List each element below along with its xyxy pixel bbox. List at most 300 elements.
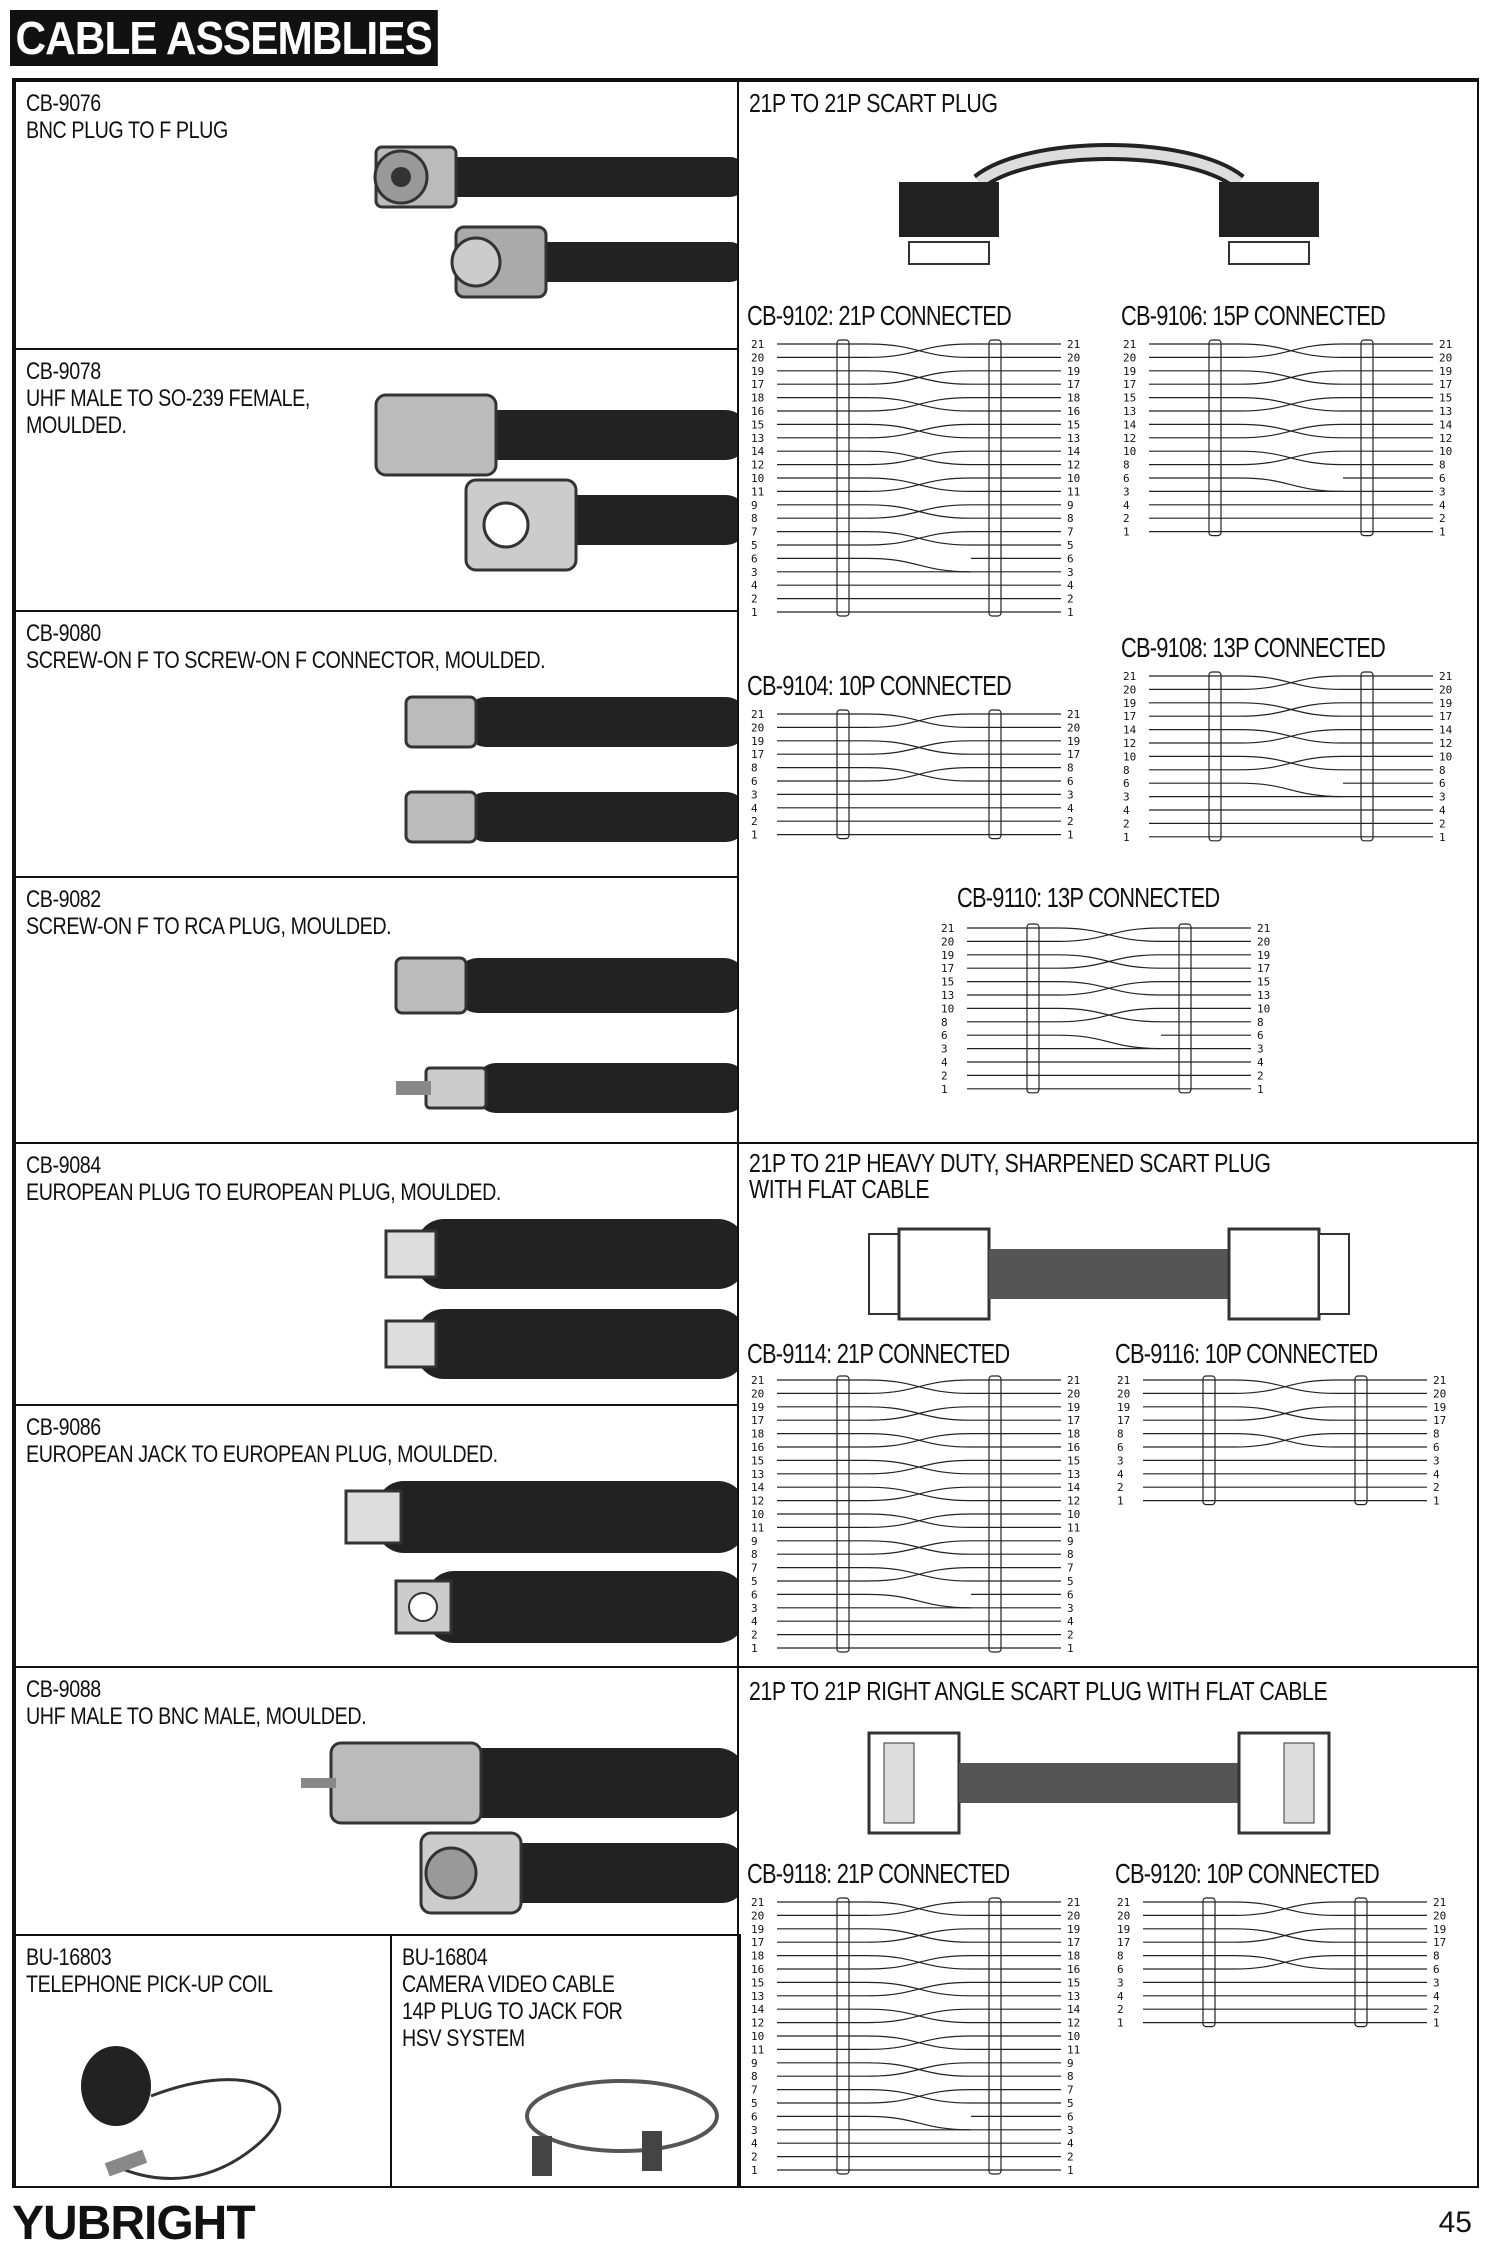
pin-label: 3 [1067,1601,1074,1615]
pin-label: 21 [1117,1896,1131,1909]
pin-label: 20 [941,935,955,949]
pin-label: 13 [1257,989,1271,1002]
pin-label: 8 [1439,458,1446,472]
pin-label: 9 [1067,498,1074,512]
pin-label: 14 [1123,723,1137,737]
pin-label: 17 [1067,1936,1081,1950]
pin-label: 15 [751,1454,765,1468]
product-cb-9084 [14,1142,739,1406]
pin-label: 1 [1117,2016,1124,2030]
wire [777,1902,1061,1915]
pin-label: 2 [1067,2150,1074,2164]
pin-label: 17 [1117,1936,1131,1950]
pin-label: 2 [751,815,758,829]
pin-label: 17 [941,962,955,976]
pin-label: 3 [1117,1454,1124,1468]
pin-label: 15 [751,418,765,432]
wiring-diagram-cb-9116 [1115,1374,1455,1514]
pin-label: 13 [1067,1989,1081,2003]
pin-label: 12 [1123,431,1137,445]
pin-label: 19 [1257,948,1271,962]
pin-label: 13 [941,989,955,1002]
wire [777,1541,1061,1554]
product-code: CB-9078 [26,358,101,385]
wire [777,1434,1061,1447]
pin-label: 15 [1123,391,1137,405]
wiring-diagram-cb-9108 [1121,670,1461,850]
wire [777,424,1061,437]
wire [777,371,1061,384]
pin-label: 2 [751,592,758,606]
pin-label: 16 [751,1441,765,1454]
pin-label: 2 [1433,1481,1440,1495]
pin-label: 4 [1123,498,1130,512]
wire [967,1008,1251,1021]
pin-label: 5 [751,2097,758,2110]
pin-label: 15 [941,975,955,989]
pin-label: 17 [751,1936,765,1950]
product-desc: CAMERA VIDEO CABLE 14P PLUG TO JACK FOR HSV SYSTEM [402,1971,623,2052]
pin-label: 6 [1067,1588,1074,1602]
pin-label: 4 [751,2137,758,2151]
pin-label: 12 [1067,1494,1081,1508]
product-code: CB-9088 [26,1676,101,1703]
wire [777,2009,1061,2022]
pin-label: 18 [751,1949,765,1963]
camera-cable-image [522,2076,722,2186]
diagram-title: CB-9110: 13P CONNECTED [957,882,1220,913]
pin-label: 6 [1123,472,1130,485]
pin-label: 1 [1257,1082,1264,1096]
wire [1143,1407,1427,1420]
pin-label: 17 [751,1414,765,1428]
pin-label: 13 [751,431,765,445]
pin-label: 19 [751,734,765,748]
pin-label: 3 [751,2123,758,2137]
pin-label: 6 [1117,1441,1124,1454]
shield-bar [1355,1898,1367,2027]
pin-label: 1 [1067,828,1074,842]
product-cb-9078 [14,348,739,612]
product-desc: SCREW-ON F TO SCREW-ON F CONNECTOR, MOULDED. [26,647,546,674]
pin-label: 4 [1439,804,1446,817]
wire [1149,783,1433,796]
pin-label: 4 [1433,1467,1440,1481]
shield-bar [989,710,1001,839]
euro-plug-cable-image [376,1209,739,1399]
product-code: CB-9080 [26,620,101,647]
pin-label: 1 [1439,525,1446,539]
pin-label: 17 [1439,378,1453,392]
pin-label: 19 [1067,1922,1081,1936]
pin-label: 6 [1117,1963,1124,1976]
euro-jack-cable-image [336,1471,739,1661]
wire [777,1487,1061,1500]
pin-label: 21 [1433,1896,1447,1909]
pin-label: 19 [1123,364,1137,378]
product-cb-9076 [14,80,739,350]
wire [1149,478,1433,491]
pin-label: 3 [941,1042,948,1056]
shield-bar [1203,1898,1215,2027]
pin-label: 4 [1067,1615,1074,1629]
pin-label: 2 [941,1069,948,1083]
product-cb-9080 [14,610,739,878]
pin-label: 14 [1067,445,1081,459]
pin-label: 2 [1433,2003,1440,2017]
pin-label: 11 [1067,1521,1081,1535]
pin-label: 2 [1067,815,1074,829]
pin-label: 12 [1439,431,1453,445]
pin-label: 20 [1067,1909,1081,1923]
pin-label: 3 [1067,788,1074,802]
pin-label: 15 [751,1976,765,1990]
pin-label: 5 [1067,1575,1074,1588]
pin-label: 19 [1067,734,1081,748]
pin-label: 17 [1067,1414,1081,1428]
pin-label: 17 [1123,378,1137,392]
product-code: BU-16803 [26,1944,112,1971]
product-desc: UHF MALE TO BNC MALE, MOULDED. [26,1703,367,1730]
pin-label: 3 [1123,790,1130,804]
page-number: 45 [1438,2206,1472,2239]
pin-label: 12 [751,1494,765,1508]
wire [777,532,1061,545]
pin-label: 4 [1117,1467,1124,1481]
wiring-diagram-cb-9120 [1115,1896,1455,2036]
wire [1143,1902,1427,1915]
pin-label: 10 [941,1002,955,1016]
pin-label: 1 [1123,525,1130,539]
wire [777,714,1061,727]
panel-title: 21P TO 21P SCART PLUG [749,88,998,118]
pin-label: 5 [751,1575,758,1588]
page-header: CABLE ASSEMBLIES [10,10,437,66]
pin-label: 1 [751,2164,758,2177]
pin-label: 5 [1067,539,1074,552]
diagram-title: CB-9102: 21P CONNECTED [747,300,1012,331]
product-code: CB-9076 [26,90,101,117]
pin-label: 10 [1257,1002,1271,1016]
pin-label: 12 [1067,458,1081,472]
pin-label: 2 [1117,1481,1124,1495]
product-desc: EUROPEAN JACK TO EUROPEAN PLUG, MOULDED. [26,1441,498,1468]
pin-label: 12 [751,2016,765,2030]
wire [967,1035,1251,1048]
wire [777,2036,1061,2049]
scart-plug-image [889,122,1329,272]
pin-label: 2 [1123,512,1130,526]
wire [1143,1956,1427,1969]
pin-label: 20 [751,721,765,735]
product-cb-9088 [14,1666,739,1936]
wire [777,1594,1061,1607]
pin-label: 21 [751,708,765,721]
pin-label: 21 [1439,338,1453,351]
wire [967,955,1251,968]
product-bu-16804 [390,1934,741,2188]
pin-label: 17 [1067,378,1081,392]
scart-panel-1 [737,80,1479,1144]
pin-label: 8 [1433,1427,1440,1441]
wire [777,478,1061,491]
pin-label: 7 [1067,2083,1074,2097]
pin-label: 10 [1439,750,1453,764]
pin-label: 8 [1067,512,1074,526]
pin-label: 14 [1439,418,1453,432]
pin-label: 8 [1433,1949,1440,1963]
pin-label: 19 [941,948,955,962]
pin-label: 1 [751,606,758,619]
pin-label: 19 [1433,1400,1447,1414]
pin-label: 21 [1067,708,1081,721]
pin-label: 16 [1067,1963,1081,1976]
pin-label: 14 [1439,723,1453,737]
product-code: CB-9082 [26,886,101,913]
pin-label: 12 [751,458,765,472]
pin-label: 4 [1067,801,1074,815]
pin-label: 8 [1117,1949,1124,1963]
wire [777,1568,1061,1581]
wire [777,398,1061,411]
diagram-title: CB-9108: 13P CONNECTED [1121,632,1386,663]
catalog-frame [12,78,1479,2188]
pin-label: 3 [1117,1976,1124,1990]
pin-label: 14 [1123,418,1137,432]
wiring-diagram-cb-9118 [749,1896,1089,2178]
pin-label: 3 [751,1601,758,1615]
wire [777,1514,1061,1527]
pin-label: 17 [1433,1936,1447,1950]
pin-label: 14 [1067,2003,1081,2017]
pin-label: 3 [1433,1454,1440,1468]
shield-bar [837,710,849,839]
pin-label: 1 [1067,1642,1074,1655]
panel-title: 21P TO 21P HEAVY DUTY, SHARPENED SCART PLUG WITH FLAT CABLE [749,1148,1271,1204]
pin-label: 16 [751,405,765,418]
pin-label: 3 [1257,1042,1264,1056]
pin-label: 8 [1123,763,1130,777]
wire [777,451,1061,464]
pin-label: 9 [1067,1534,1074,1548]
pin-label: 6 [751,552,758,566]
wire [967,982,1251,995]
pickup-coil-image [56,2036,356,2186]
pin-label: 20 [1433,1387,1447,1401]
pin-label: 2 [1117,2003,1124,2017]
pin-label: 4 [1439,498,1446,512]
pin-label: 4 [751,1615,758,1629]
pin-label: 21 [1257,922,1271,935]
wire [777,1380,1061,1393]
bnc-f-cable-image [356,122,739,342]
pin-label: 19 [1117,1400,1131,1414]
uhf-bnc-cable-image [301,1733,739,1933]
pin-label: 6 [1439,472,1446,485]
pin-label: 21 [1067,1374,1081,1387]
wire [1143,1434,1427,1447]
pin-label: 6 [1433,1441,1440,1454]
pin-label: 6 [1067,2110,1074,2124]
product-desc: EUROPEAN PLUG TO EUROPEAN PLUG, MOULDED. [26,1179,501,1206]
scart-panel-3 [737,1666,1479,2188]
pin-label: 1 [941,1082,948,1096]
pin-label: 21 [1123,338,1137,351]
pin-label: 1 [1123,830,1130,844]
product-desc: SCREW-ON F TO RCA PLUG, MOULDED. [26,913,392,940]
pin-label: 10 [751,2030,765,2043]
pin-label: 12 [1123,737,1137,750]
pin-label: 20 [1439,351,1453,365]
pin-label: 1 [1433,2016,1440,2030]
pin-label: 20 [1123,351,1137,365]
pin-label: 18 [751,391,765,405]
pin-label: 10 [1067,472,1081,485]
f-rca-cable-image [386,938,739,1138]
pin-label: 13 [1067,1467,1081,1481]
pin-label: 1 [1433,1494,1440,1508]
pin-label: 19 [1067,1400,1081,1414]
wire [1149,371,1433,384]
pin-label: 10 [751,1508,765,1521]
wire [777,1460,1061,1473]
pin-label: 17 [751,378,765,392]
diagram-title: CB-9120: 10P CONNECTED [1115,1858,1380,1889]
pin-label: 17 [1067,748,1081,762]
pin-label: 20 [1439,683,1453,697]
pin-label: 8 [1067,2070,1074,2084]
pin-label: 4 [1117,1989,1124,2003]
pin-label: 7 [1067,1561,1074,1575]
right-angle-scart-image [869,1728,1329,1838]
pin-label: 21 [1439,670,1453,683]
pin-label: 15 [1067,1976,1081,1990]
pin-label: 4 [751,801,758,815]
product-code: CB-9086 [26,1414,101,1441]
pin-label: 8 [751,2070,758,2084]
pin-label: 18 [1067,1427,1081,1441]
pin-label: 2 [751,2150,758,2164]
pin-label: 10 [1123,750,1137,764]
pin-label: 8 [1067,1548,1074,1562]
pin-label: 6 [1433,1963,1440,1976]
pin-label: 4 [1433,1989,1440,2003]
pin-label: 20 [1067,721,1081,735]
pin-label: 1 [1439,830,1446,844]
pin-label: 2 [1123,817,1130,831]
wire [777,1956,1061,1969]
pin-label: 8 [751,1548,758,1562]
pin-label: 15 [1067,418,1081,432]
pin-label: 8 [1117,1427,1124,1441]
pin-label: 2 [751,1628,758,1642]
pin-label: 14 [751,1481,765,1495]
pin-label: 3 [751,788,758,802]
product-code: CB-9084 [26,1152,101,1179]
wire [1149,451,1433,464]
wire [777,1929,1061,1942]
product-bu-16803 [14,1934,392,2188]
product-cb-9086 [14,1404,739,1668]
pin-label: 14 [751,2003,765,2017]
uhf-so239-cable-image [356,380,739,610]
pin-label: 16 [1067,1441,1081,1454]
heavy-duty-scart-image [859,1224,1359,1324]
pin-label: 20 [1117,1909,1131,1923]
product-desc: UHF MALE TO SO-239 FEMALE, MOULDED. [26,385,310,439]
pin-label: 19 [1439,364,1453,378]
pin-label: 21 [1067,1896,1081,1909]
pin-label: 4 [1257,1056,1264,1069]
diagram-title: CB-9106: 15P CONNECTED [1121,300,1386,331]
pin-label: 11 [1067,485,1081,499]
pin-label: 21 [941,922,955,935]
diagram-title: CB-9104: 10P CONNECTED [747,670,1012,701]
pin-label: 18 [1067,1949,1081,1963]
pin-label: 17 [1117,1414,1131,1428]
pin-label: 21 [1433,1374,1447,1387]
pin-label: 2 [1067,592,1074,606]
pin-label: 9 [751,498,758,512]
pin-label: 20 [1433,1909,1447,1923]
pin-label: 4 [1067,579,1074,593]
pin-label: 19 [1123,696,1137,710]
pin-label: 10 [1067,1508,1081,1521]
pin-label: 13 [751,1467,765,1481]
panel-title: 21P TO 21P RIGHT ANGLE SCART PLUG WITH FLAT CABLE [749,1676,1328,1706]
pin-label: 20 [751,1909,765,1923]
product-cb-9082 [14,876,739,1144]
pin-label: 20 [751,1387,765,1401]
pin-label: 4 [941,1056,948,1069]
pin-label: 15 [1257,975,1271,989]
pin-label: 10 [1123,445,1137,459]
diagram-title: CB-9114: 21P CONNECTED [747,1338,1010,1369]
pin-label: 17 [1439,710,1453,724]
pin-label: 5 [751,539,758,552]
pin-label: 19 [1433,1922,1447,1936]
pin-label: 6 [1067,552,1074,566]
pin-label: 20 [1257,935,1271,949]
pin-label: 2 [1439,512,1446,526]
pin-label: 4 [1067,2137,1074,2151]
pin-label: 15 [1439,391,1453,405]
pin-label: 10 [751,472,765,485]
pin-label: 6 [1257,1029,1264,1043]
pin-label: 9 [751,1534,758,1548]
wire [777,1982,1061,1995]
pin-label: 4 [751,579,758,593]
pin-label: 8 [1123,458,1130,472]
pin-label: 6 [751,1588,758,1602]
pin-label: 19 [751,1922,765,1936]
pin-label: 21 [1067,338,1081,351]
pin-label: 13 [1123,405,1137,418]
pin-label: 6 [941,1029,948,1043]
wire [777,1407,1061,1420]
wire [1149,756,1433,769]
pin-label: 20 [1067,351,1081,365]
product-desc: TELEPHONE PICK-UP COIL [26,1971,273,1998]
pin-label: 3 [1433,1976,1440,1990]
pin-label: 8 [751,761,758,775]
wiring-diagram-cb-9102 [749,338,1089,620]
pin-label: 16 [751,1963,765,1976]
pin-label: 19 [1439,696,1453,710]
wire [777,2116,1061,2129]
wire [777,558,1061,571]
pin-label: 17 [1433,1414,1447,1428]
